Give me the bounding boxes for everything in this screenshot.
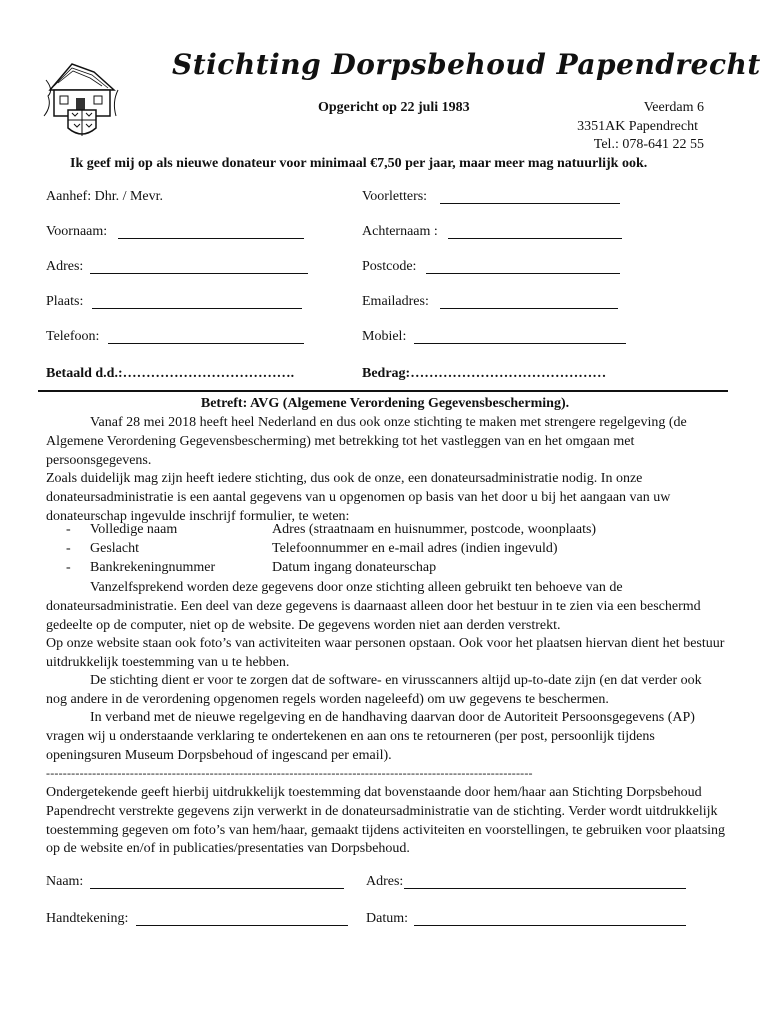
emailadres-field[interactable] <box>440 308 618 309</box>
consent-paragraph: Ondergetekende geeft hierbij uitdrukkelijk toestemming dat bovenstaande door hem/haar aan Stichting Dorpsbehoud Papendrecht verstrekte gegevens zijn verwerkt in de donateursadministratie van de stichting. Verder wordt uitdrukkelijk toestemming gegeven om foto’s van hem/haar, gemaakt tijdens activiteiten en voorstellingen, te gebruiken voor plaatsing op de website en/of in publicaties/presentaties van Dorpsbehoud. <box>46 785 726 857</box>
naam-field[interactable] <box>90 888 344 889</box>
naam-label: Naam: <box>46 874 84 889</box>
telefoon-field[interactable] <box>108 343 304 344</box>
list-item-left: Volledige naam <box>90 522 178 537</box>
avg-paragraph-5: De stichting dient er voor te zorgen dat de software- en virusscanners altijd up-to-date zijn (en dat verder ook nog andere in de verordening opgenomen regels worden nageleefd) om uw gegevens te beschermen. <box>46 673 702 707</box>
voornaam-label: Voornaam: <box>46 224 108 239</box>
list-item-right: Telefoonnummer en e-mail adres (indien ingevuld) <box>272 541 558 556</box>
donor-statement: Ik geef mij op als nieuwe donateur voor minimaal €7,50 per jaar, maar meer mag natuurlijk ook. <box>70 156 648 171</box>
list-item: - <box>66 522 71 537</box>
adres-label: Adres: <box>46 259 84 274</box>
list-item: - <box>66 541 71 556</box>
avg-paragraph-4: Op onze website staan ook foto’s van activiteiten waar personen opstaan. Ook voor het plaatsen hiervan dient het bestuur uitdrukkelijk toestemming van u te hebben. <box>46 636 725 670</box>
list-item-right: Adres (straatnaam en huisnummer, postcode, woonplaats) <box>272 522 597 537</box>
telefoon-label: Telefoon: <box>46 329 100 344</box>
contact-phone: Tel.: 078-641 22 55 <box>593 137 704 152</box>
handtekening-label: Handtekening: <box>46 911 129 926</box>
founded-date: Opgericht op 22 juli 1983 <box>318 100 470 115</box>
dashed-separator: -------------------------------------------------------------------------------------------------------------------- <box>46 766 533 780</box>
mobiel-label: Mobiel: <box>362 329 407 344</box>
adres-signature-label: Adres: <box>366 874 404 889</box>
avg-paragraph-3: Vanzelfsprekend worden deze gegevens door onze stichting alleen gebruikt ten behoeve van de donateursadministratie. Een deel van deze gegevens is daarnaast alleen door het bestuur in te zien via een beschermd gedeelte op de computer, niet op de website. De gegevens worden niet aan derden verstrekt. <box>46 580 701 633</box>
voorletters-label: Voorletters: <box>362 189 428 204</box>
plaats-field[interactable] <box>92 308 302 309</box>
datum-label: Datum: <box>366 911 408 926</box>
adres-field[interactable] <box>90 273 308 274</box>
postcode-field[interactable] <box>426 273 620 274</box>
avg-paragraph-6: In verband met de nieuwe regelgeving en de handhaving daarvan door de Autoriteit Persoonsgegevens (AP) vragen wij u onderstaande verklaring te ondertekenen en aan ons te retourneren (per post, persoonlijk tijdens openingsuren Museum Dorpsbehoud of ingescand per email). <box>46 710 695 763</box>
betaald-field[interactable]: Betaald d.d.:………………………………. <box>46 366 295 381</box>
achternaam-label: Achternaam : <box>362 224 438 239</box>
datum-field[interactable] <box>414 925 686 926</box>
house-logo-icon <box>42 50 122 140</box>
voorletters-field[interactable] <box>440 203 620 204</box>
aanhef-label: Aanhef: Dhr. / Mevr. <box>46 189 164 204</box>
mobiel-field[interactable] <box>414 343 626 344</box>
bedrag-field[interactable]: Bedrag:…………………………………… <box>362 366 607 381</box>
avg-heading: Betreft: AVG (Algemene Verordening Gegevensbescherming). <box>200 396 570 411</box>
adres-signature-field[interactable] <box>404 888 686 889</box>
voornaam-field[interactable] <box>118 238 304 239</box>
list-item-left: Geslacht <box>90 541 139 556</box>
list-item-left: Bankrekeningnummer <box>90 560 216 575</box>
list-item-right: Datum ingang donateurschap <box>272 560 437 575</box>
list-item: - <box>66 560 71 575</box>
avg-paragraph-1: Vanaf 28 mei 2018 heeft heel Nederland en dus ook onze stichting te maken met strengere regelgeving (de Algemene Verordening Gegevensbescherming) met betrekking tot het vastleggen van en het omgaan met persoonsgegevens. <box>46 415 687 468</box>
divider <box>38 390 728 392</box>
address-city: 3351AK Papendrecht <box>577 119 698 134</box>
postcode-label: Postcode: <box>362 259 417 274</box>
plaats-label: Plaats: <box>46 294 84 309</box>
avg-paragraph-2: Zoals duidelijk mag zijn heeft iedere stichting, dus ook de onze, een donateursadministratie nodig. In onze donateursadministratie is een aantal gegevens van u opgenomen op basis van het door u bij het aangaan van uw donateurschap ingevulde inschrijf formulier, te weten: <box>46 471 671 524</box>
address-street: Veerdam 6 <box>643 100 704 115</box>
page-title: Stichting Dorpsbehoud Papendrecht <box>172 48 761 81</box>
handtekening-field[interactable] <box>136 925 348 926</box>
achternaam-field[interactable] <box>448 238 622 239</box>
emailadres-label: Emailadres: <box>362 294 429 309</box>
